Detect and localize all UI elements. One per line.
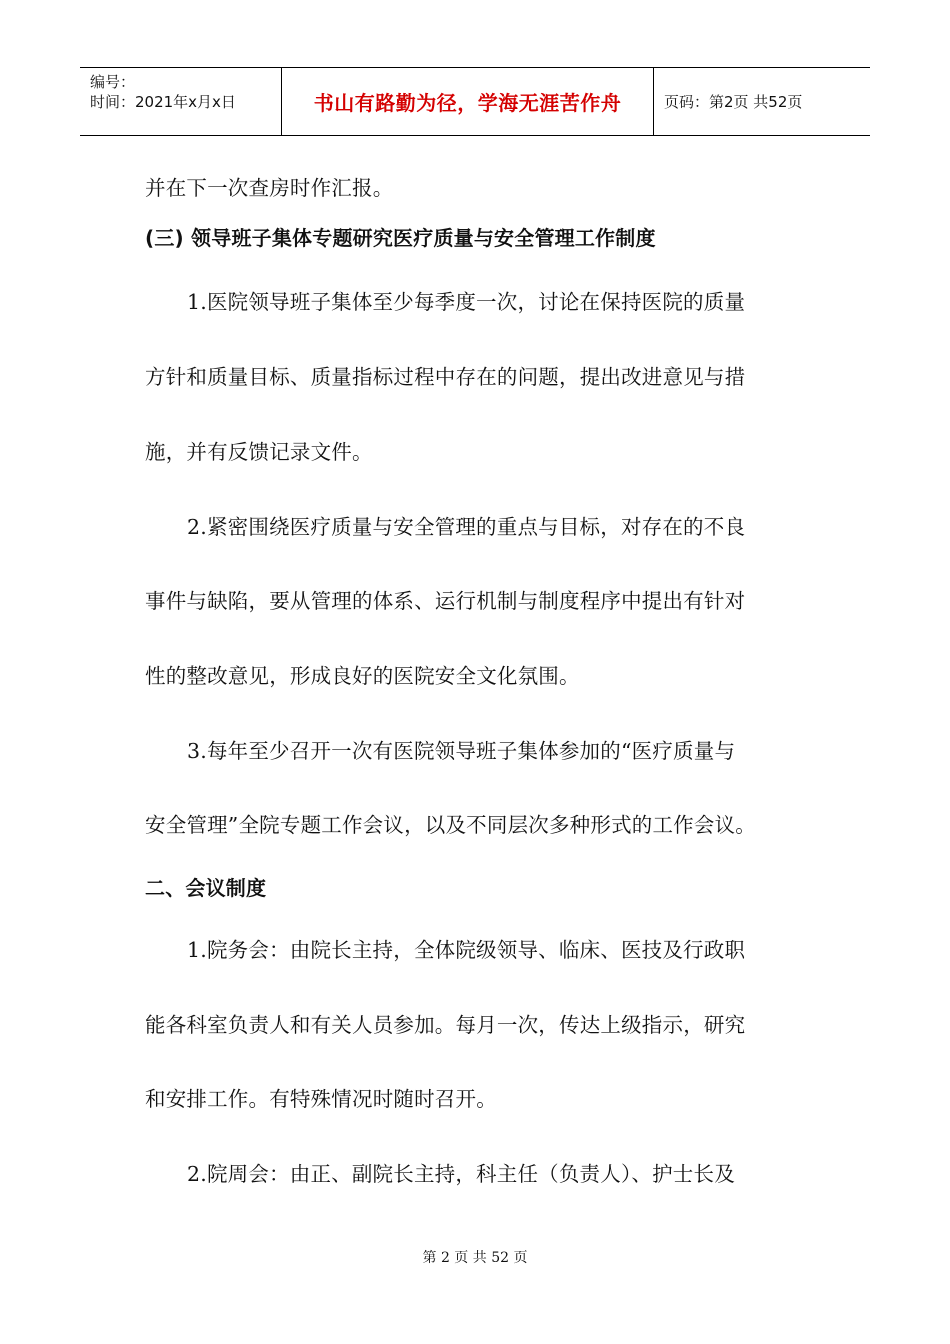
body-line: 性的整改意见，形成良好的医院安全文化氛围。 <box>145 664 580 688</box>
body-line: 2.紧密围绕医疗质量与安全管理的重点与目标，对存在的不良 <box>187 515 746 539</box>
serial-number-label: 编号： <box>90 73 136 91</box>
body-line: 方针和质量目标、质量指标过程中存在的问题，提出改进意见与措 <box>145 365 746 389</box>
section-heading: (三) 领导班子集体专题研究医疗质量与安全管理工作制度 <box>145 226 656 250</box>
body-line: 并在下一次查房时作汇报。 <box>145 176 394 200</box>
body-line: 1.院务会：由院长主持，全体院级领导、临床、医技及行政职 <box>187 938 746 962</box>
body-line: 1.医院领导班子集体至少每季度一次，讨论在保持医院的质量 <box>187 290 746 314</box>
body-line: 能各科室负责人和有关人员参加。每月一次，传达上级指示，研究 <box>145 1013 746 1037</box>
document-header <box>80 67 870 136</box>
header-meta <box>80 68 282 135</box>
page-footer: 第 2 页 共 52 页 <box>422 1250 528 1266</box>
body-line: 事件与缺陷，要从管理的体系、运行机制与制度程序中提出有针对 <box>145 589 746 613</box>
body-line: 2.院周会：由正、副院长主持，科主任（负责人）、护士长及 <box>187 1162 735 1186</box>
section-heading: 二、会议制度 <box>145 876 267 900</box>
body-line: 和安排工作。有特殊情况时随时召开。 <box>145 1087 497 1111</box>
header-page-info: 页码：第2页 共52页 <box>664 93 803 111</box>
body-line: 施，并有反馈记录文件。 <box>145 440 373 464</box>
body-line: 安全管理”全院专题工作会议，以及不同层次多种形式的工作会议。 <box>145 813 756 837</box>
header-motto: 书山有路勤为径，学海无涯苦作舟 <box>282 68 654 135</box>
body-line: 3.每年至少召开一次有医院领导班子集体参加的“医疗质量与 <box>187 739 736 763</box>
date-label: 时间：2021年x月x日 <box>90 93 236 111</box>
